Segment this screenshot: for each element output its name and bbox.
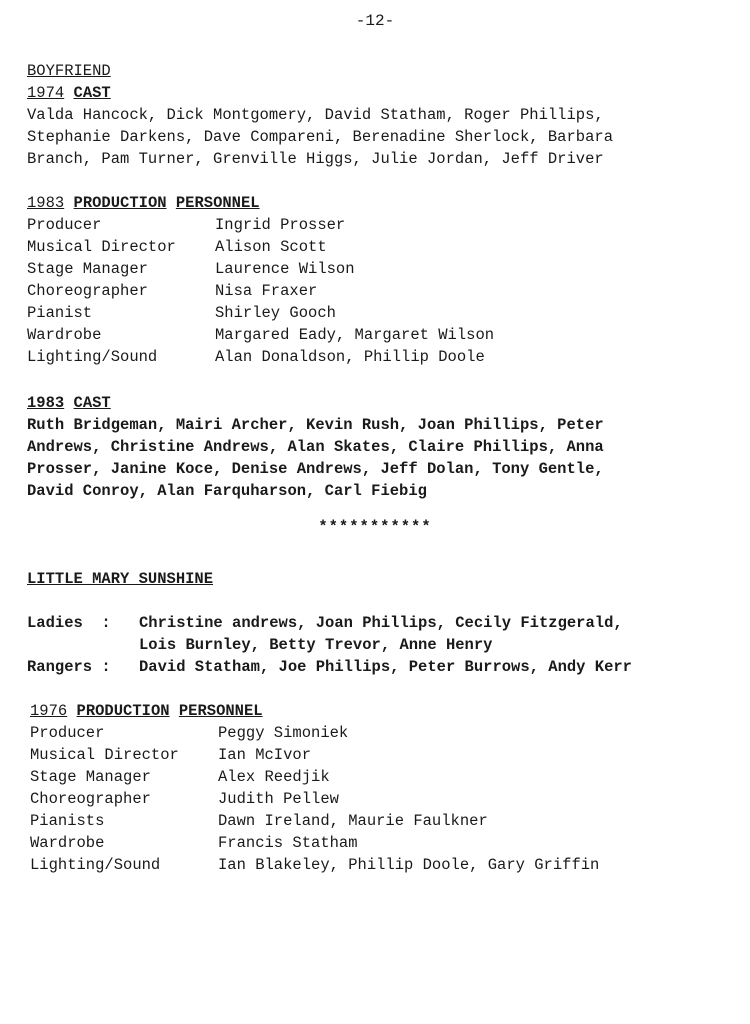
personnel-1976-heading [30, 700, 730, 722]
little-mary-section [27, 568, 727, 590]
cast-1974-line: Valda Hancock, Dick Montgomery, David Statham, Roger Phillips, [27, 106, 604, 124]
personnel-role: Producer [30, 724, 105, 742]
personnel-name: Alex Reedjik [218, 768, 330, 786]
cast-1983-line: Prosser, Janine Koce, Denise Andrews, Jeff Dolan, Tony Gentle, [27, 460, 604, 478]
personnel-row [30, 854, 730, 876]
cast-1983-label: CAST [73, 394, 111, 412]
page-number: -12- [355, 12, 395, 30]
personnel-1976-section [30, 700, 730, 876]
section-separator: *********** [318, 518, 432, 536]
cast-1974-year: 1974 [27, 84, 65, 102]
personnel-role: Choreographer [27, 282, 148, 300]
cast-1983-line: David Conroy, Alan Farquharson, Carl Fiebig [27, 482, 427, 500]
cast-1983-line: Andrews, Christine Andrews, Alan Skates, Claire Phillips, Anna [27, 438, 604, 456]
cast-1974-line: Stephanie Darkens, Dave Compareni, Berenadine Sherlock, Barbara [27, 128, 613, 146]
cast-1983-section [27, 392, 727, 502]
personnel-role: Producer [27, 216, 102, 234]
personnel-row [27, 346, 727, 368]
ladies-names: Christine andrews, Joan Phillips, Cecily Fitzgerald, [139, 614, 623, 632]
boyfriend-title: BOYFRIEND [27, 62, 111, 80]
ladies-row [27, 612, 727, 634]
ladies-row-cont [27, 634, 727, 656]
personnel-row [30, 810, 730, 832]
little-mary-cast [27, 612, 727, 678]
little-mary-title: LITTLE MARY SUNSHINE [27, 570, 214, 588]
personnel-name: Shirley Gooch [215, 304, 336, 322]
personnel-row [27, 280, 727, 302]
personnel-name: Judith Pellew [218, 790, 339, 808]
personnel-role: Wardrobe [30, 834, 105, 852]
personnel-name: Margared Eady, Margaret Wilson [215, 326, 495, 344]
personnel-row [30, 788, 730, 810]
personnel-role: Lighting/Sound [27, 348, 158, 366]
personnel-name: Francis Statham [218, 834, 358, 852]
personnel-name: Dawn Ireland, Maurie Faulkner [218, 812, 488, 830]
personnel-row [27, 302, 727, 324]
personnel-1976-label: PRODUCTION [76, 702, 170, 720]
personnel-name: Nisa Fraxer [215, 282, 318, 300]
personnel-name: Ian McIvor [218, 746, 312, 764]
cast-1974-line: Branch, Pam Turner, Grenville Higgs, Julie Jordan, Jeff Driver [27, 150, 604, 168]
personnel-name: Ingrid Prosser [215, 216, 346, 234]
personnel-1983-label2: PERSONNEL [175, 194, 260, 212]
ladies-names: Lois Burnley, Betty Trevor, Anne Henry [139, 636, 493, 654]
personnel-role: Lighting/Sound [30, 856, 161, 874]
personnel-row [27, 258, 727, 280]
cast-1974-heading [27, 82, 727, 104]
personnel-1983-section [27, 192, 727, 368]
rangers-names: David Statham, Joe Phillips, Peter Burrows, Andy Kerr [139, 658, 632, 676]
personnel-1983-year: 1983 [27, 194, 65, 212]
personnel-role: Pianist [27, 304, 93, 322]
personnel-role: Wardrobe [27, 326, 102, 344]
personnel-name: Alison Scott [215, 238, 327, 256]
cast-1983-heading [27, 392, 727, 414]
personnel-name: Peggy Simoniek [218, 724, 349, 742]
rangers-label: Rangers : [27, 658, 111, 676]
personnel-row [27, 236, 727, 258]
personnel-name: Ian Blakeley, Phillip Doole, Gary Griffin [218, 856, 600, 874]
personnel-1983-heading [27, 192, 727, 214]
personnel-role: Musical Director [27, 238, 176, 256]
personnel-row [30, 744, 730, 766]
indent-spacer [27, 634, 139, 656]
personnel-row [30, 832, 730, 854]
boyfriend-section [27, 60, 727, 170]
ladies-label: Ladies : [27, 614, 111, 632]
personnel-role: Musical Director [30, 746, 179, 764]
personnel-role: Pianists [30, 812, 105, 830]
cast-1983-year: 1983 [27, 394, 65, 412]
cast-1974-label: CAST [73, 84, 111, 102]
personnel-row [27, 324, 727, 346]
personnel-1983-label: PRODUCTION [73, 194, 167, 212]
personnel-name: Alan Donaldson, Phillip Doole [215, 348, 485, 366]
cast-1983-line: Ruth Bridgeman, Mairi Archer, Kevin Rush, Joan Phillips, Peter [27, 416, 604, 434]
personnel-row [30, 766, 730, 788]
personnel-role: Choreographer [30, 790, 151, 808]
personnel-role: Stage Manager [27, 260, 148, 278]
personnel-row [30, 722, 730, 744]
personnel-name: Laurence Wilson [215, 260, 355, 278]
personnel-1976-label2: PERSONNEL [178, 702, 263, 720]
personnel-role: Stage Manager [30, 768, 151, 786]
rangers-row [27, 656, 727, 678]
personnel-row [27, 214, 727, 236]
personnel-1976-year: 1976 [30, 702, 68, 720]
